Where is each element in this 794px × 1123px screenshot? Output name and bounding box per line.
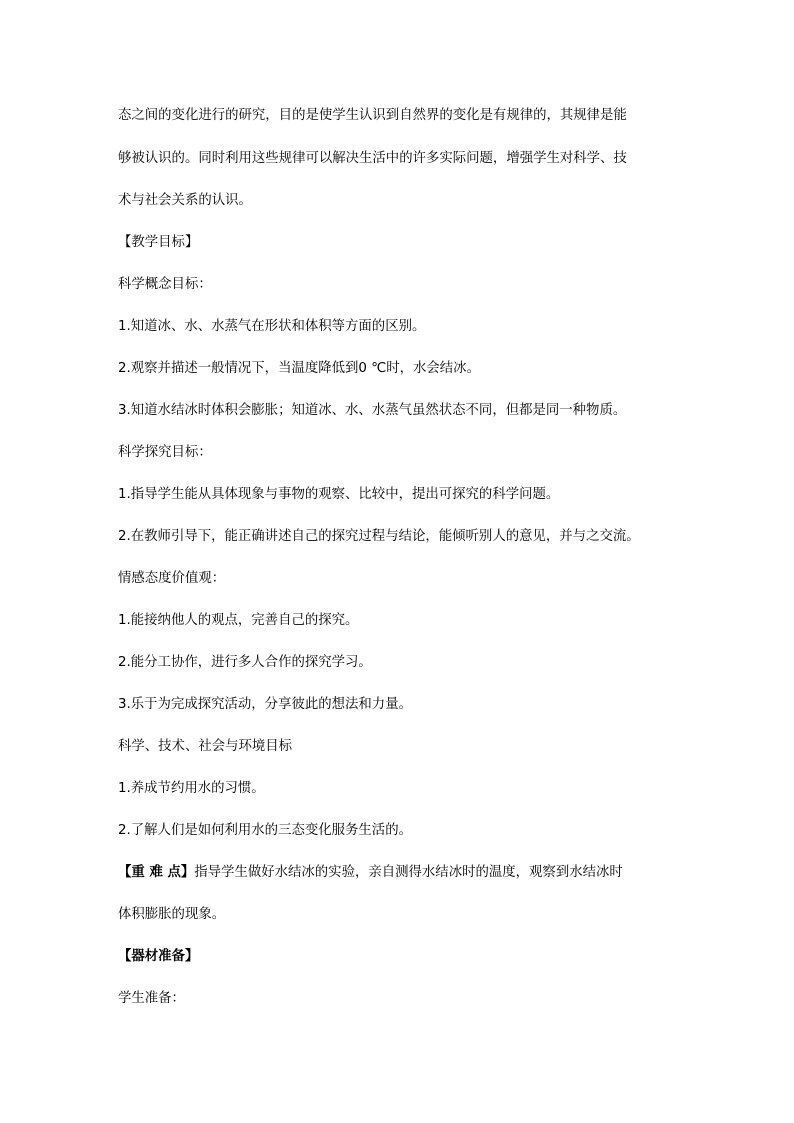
list-item: 3.知道水结冰时体积会膨胀；知道冰、水、水蒸气虽然状态不同，但都是同一种物质。: [118, 403, 627, 418]
list-item: 2.能分工协作，进行多人合作的探究学习。: [118, 655, 372, 670]
subheading-attitude-values: 情感态度价值观：: [118, 571, 226, 586]
list-item: 1.知道冰、水、水蒸气在形状和体积等方面的区别。: [118, 319, 426, 334]
section-heading-teaching-goals: 【教学目标】: [118, 235, 199, 250]
list-item: 2.在教师引导下，能正确讲述自己的探究过程与结论，能倾听别人的意见，并与之交流。: [118, 529, 640, 544]
list-item: 1.指导学生能从具体现象与事物的观察、比较中，提出可探究的科学问题。: [118, 487, 560, 502]
paragraph-line: 态之间的变化进行的研究，目的是使学生认识到自然界的变化是有规律的，其规律是能: [118, 108, 627, 123]
paragraph-line: 体积膨胀的现象。: [118, 907, 226, 922]
subheading-science-inquiry: 科学探究目标：: [118, 445, 212, 460]
list-item: 1.能接纳他人的观点，完善自己的探究。: [118, 613, 359, 628]
list-item: 2.了解人们是如何利用水的三态变化服务生活的。: [118, 823, 412, 838]
section-heading-materials: 【器材准备】: [118, 949, 199, 964]
key-points-text: 指导学生做好水结冰的实验，亲自测得水结冰时的温度，观察到水结冰时: [194, 865, 623, 880]
paragraph-line: 够被认识的。同时利用这些规律可以解决生活中的许多实际问题，增强学生对科学、技: [118, 151, 627, 166]
list-item: 1.养成节约用水的习惯。: [118, 781, 265, 796]
subheading-student-prep: 学生准备：: [118, 991, 185, 1006]
paragraph-line: 术与社会关系的认识。: [118, 193, 252, 208]
key-points-line: [118, 864, 688, 882]
subheading-sts-goals: 科学、技术、社会与环境目标: [118, 739, 293, 754]
subheading-science-concept: 科学概念目标：: [118, 277, 212, 292]
list-item: 2.观察并描述一般情况下，当温度降低到0 ℃时，水会结冰。: [118, 361, 480, 376]
section-heading-key-points: 【重 难 点】: [118, 865, 195, 880]
list-item: 3.乐于为完成探究活动，分享彼此的想法和力量。: [118, 697, 412, 712]
